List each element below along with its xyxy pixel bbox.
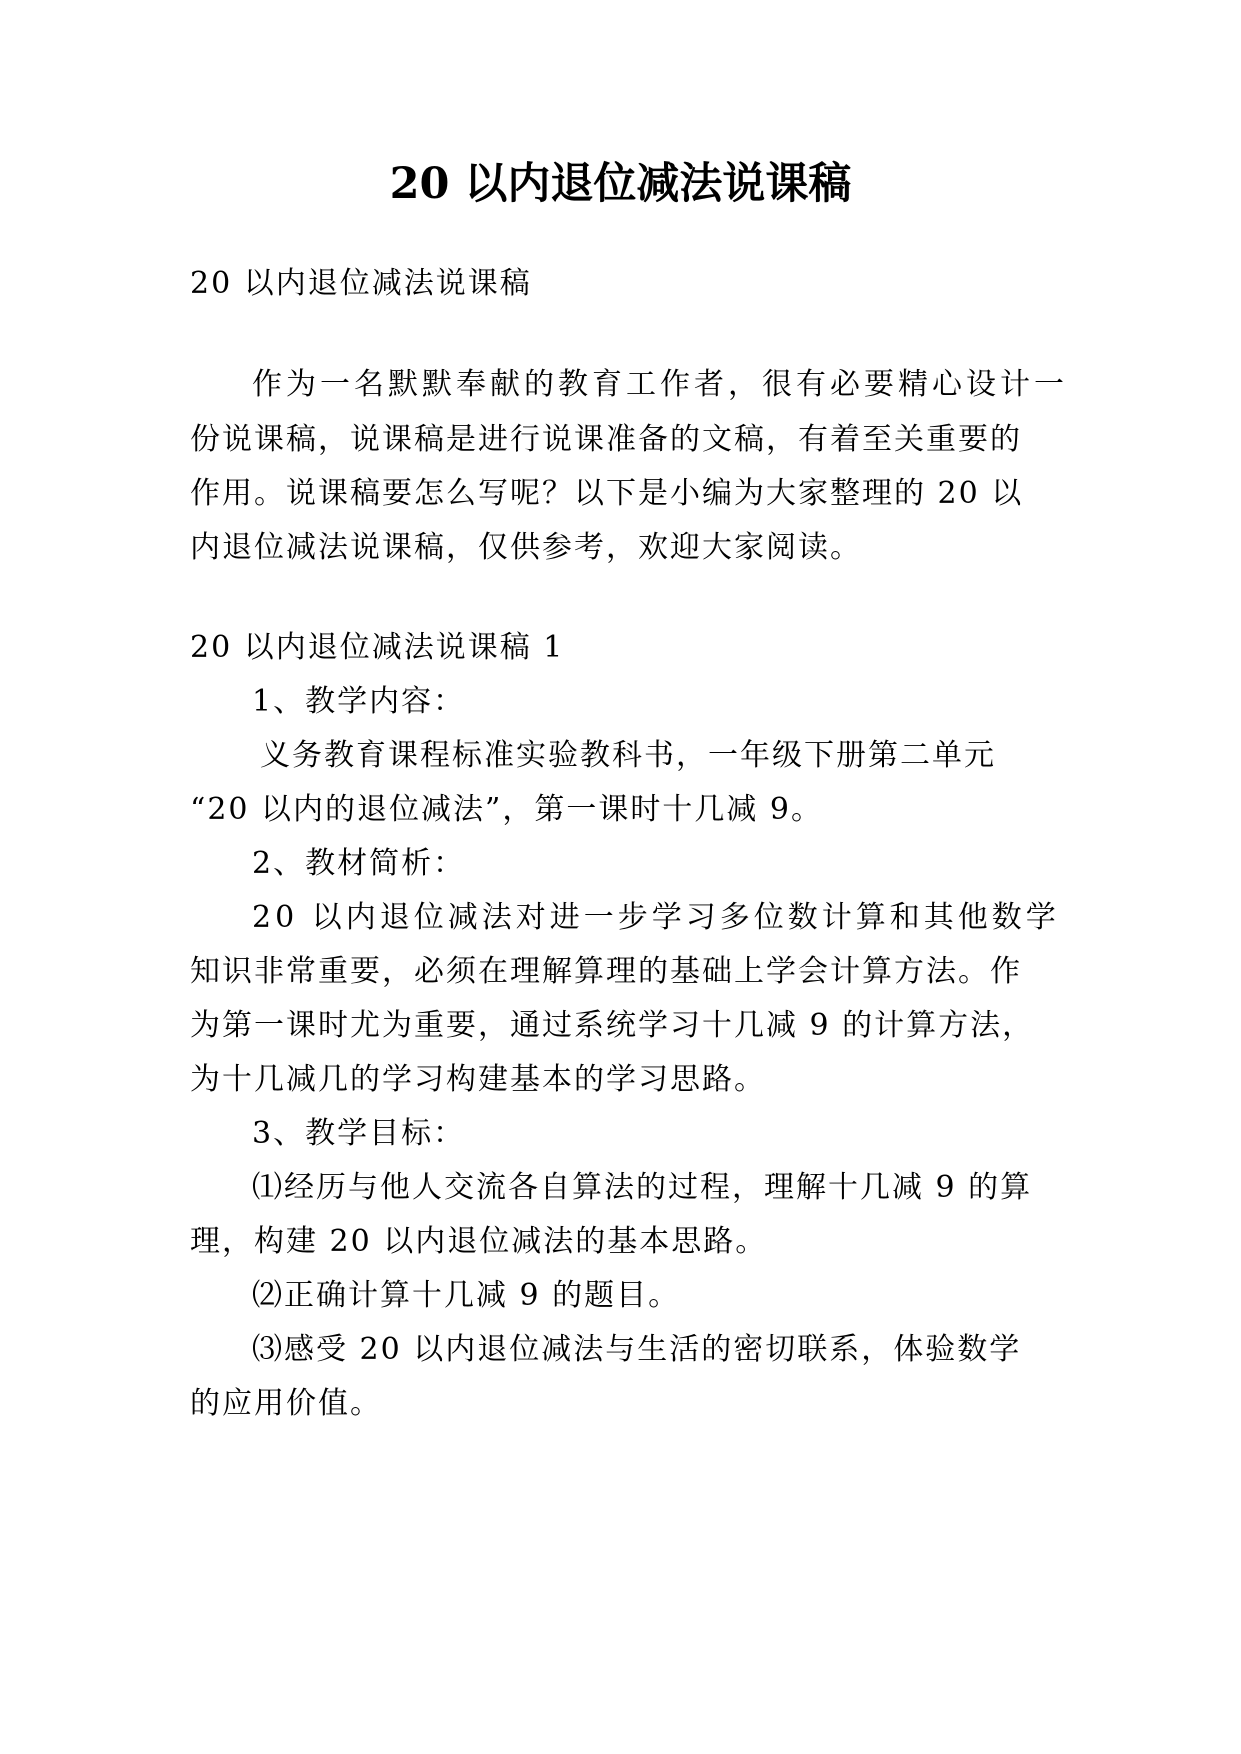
goal-line-3-cont: 的应用价值。 bbox=[190, 1386, 382, 1421]
goal-line-2: ⑵正确计算十几减 9 的题目。 bbox=[252, 1278, 681, 1313]
body-line: 义务教育课程标准实验教科书，一年级下册第二单元 bbox=[260, 738, 996, 773]
document-title: 20 以内退位减法说课稿 bbox=[389, 159, 852, 209]
subtitle-line: 20 以内退位减法说课稿 bbox=[190, 266, 532, 301]
item-heading-2: 2、教材简析： bbox=[252, 846, 466, 881]
goal-line-1: ⑴经历与他人交流各自算法的过程，理解十几减 9 的算 bbox=[252, 1170, 1033, 1205]
item-heading-3: 3、教学目标： bbox=[252, 1116, 466, 1151]
goal-line-1-cont: 理，构建 20 以内退位减法的基本思路。 bbox=[190, 1224, 768, 1259]
item-heading-1: 1、教学内容： bbox=[252, 684, 466, 719]
body-line: 20 以内退位减法对进一步学习多位数计算和其他数学 bbox=[252, 900, 1060, 935]
goal-line-3: ⑶感受 20 以内退位减法与生活的密切联系，体验数学 bbox=[252, 1332, 1022, 1367]
intro-line-4: 内退位减法说课稿，仅供参考，欢迎大家阅读。 bbox=[190, 530, 862, 565]
intro-line-3: 作用。说课稿要怎么写呢？以下是小编为大家整理的 20 以 bbox=[190, 476, 1024, 511]
body-line: “20 以内的退位减法”，第一课时十几减 9。 bbox=[190, 792, 824, 827]
intro-line-1: 作为一名默默奉献的教育工作者，很有必要精心设计一 bbox=[252, 367, 1068, 402]
body-line: 知识非常重要，必须在理解算理的基础上学会计算方法。作 bbox=[190, 954, 1022, 989]
body-line: 为十几减几的学习构建基本的学习思路。 bbox=[190, 1062, 766, 1097]
section-heading: 20 以内退位减法说课稿 1 bbox=[190, 630, 565, 665]
body-line: 为第一课时尤为重要，通过系统学习十几减 9 的计算方法， bbox=[190, 1008, 1035, 1043]
intro-line-2: 份说课稿，说课稿是进行说课准备的文稿，有着至关重要的 bbox=[190, 422, 1022, 457]
